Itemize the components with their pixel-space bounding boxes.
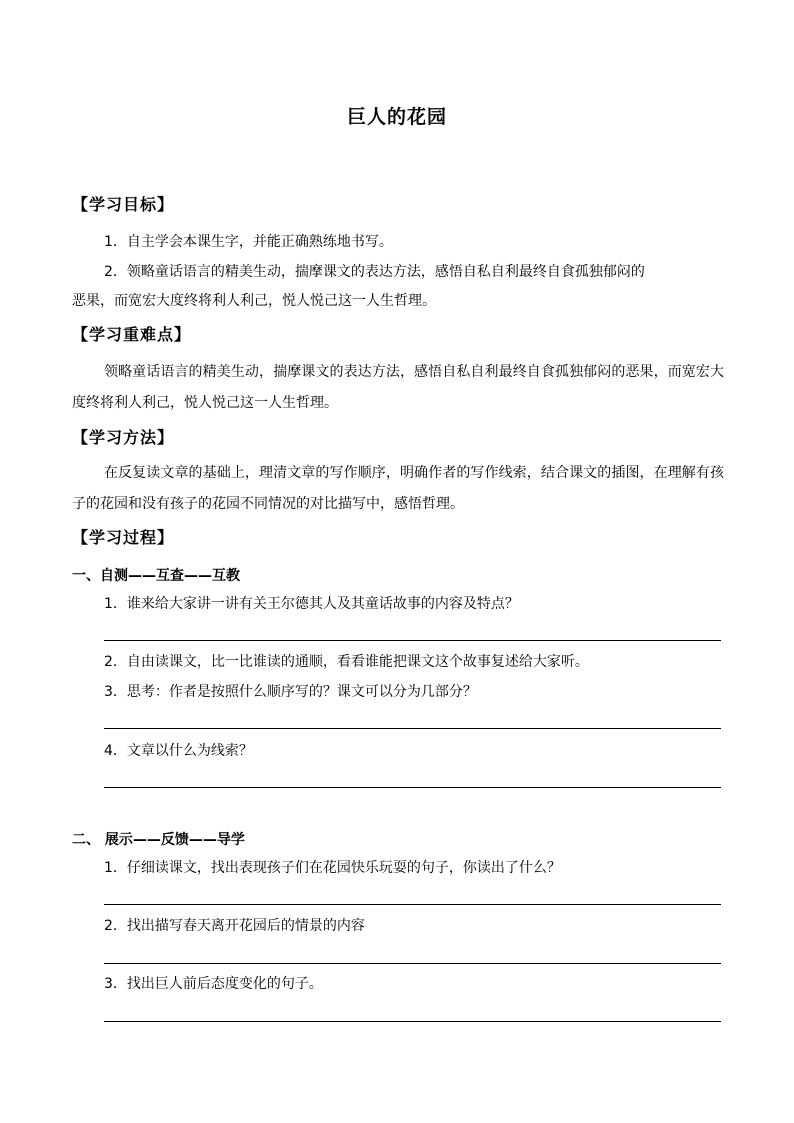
- part2-title: 二、 展示——反馈——导学: [72, 832, 245, 848]
- part2-question-1: 1．仔细读课文，找出表现孩子们在花园快乐玩耍的句子，你读出了什么？: [104, 860, 561, 876]
- goal-item-1: 1．自主学会本课生字，并能正确熟练地书写。: [104, 234, 393, 250]
- process-heading: 【学习过程】: [72, 528, 175, 547]
- method-heading: 【学习方法】: [72, 428, 175, 447]
- part1-title: 一、自测——互查——互教: [72, 568, 240, 584]
- answer-line[interactable]: [104, 1021, 721, 1022]
- goal-item-2-line-2: 恶果，而宽宏大度终将利人利己，悦人悦己这一人生哲理。: [72, 293, 436, 309]
- part1-question-3: 3．思考：作者是按照什么顺序写的？课文可以分为几部分？: [104, 684, 477, 700]
- method-text: 在反复读文章的基础上，理清文章的写作顺序，明确作者的写作线索，结合课文的插图，在理解有孩子的花园和没有孩子的花园不同情况的对比描写中，感悟哲理。: [72, 465, 724, 512]
- answer-line[interactable]: [104, 728, 721, 729]
- key-points-heading: 【学习重难点】: [72, 325, 192, 344]
- part1-question-2: 2．自由读课文，比一比谁读的通顺，看看谁能把课文这个故事复述给大家听。: [104, 654, 589, 670]
- answer-line[interactable]: [104, 904, 721, 905]
- page-title: 巨人的花园: [346, 106, 447, 128]
- part2-question-3: 3．找出巨人前后态度变化的句子。: [104, 976, 323, 992]
- answer-line[interactable]: [104, 963, 721, 964]
- answer-line[interactable]: [104, 787, 721, 788]
- part2-question-2: 2．找出描写春天离开花园后的情景的内容: [104, 918, 365, 934]
- goals-heading: 【学习目标】: [72, 195, 175, 214]
- part1-question-1: 1．谁来给大家讲一讲有关王尔德其人及其童话故事的内容及特点？: [104, 596, 519, 612]
- goal-item-2-line-1: 2．领略童话语言的精美生动，揣摩课文的表达方法，感悟自私自利最终自食孤独郁闷的: [104, 264, 645, 280]
- part1-question-4: 4．文章以什么为线索？: [104, 743, 253, 759]
- key-points-text: 领略童话语言的精美生动，揣摩课文的表达方法，感悟自私自利最终自食孤独郁闷的恶果，而宽宏大度终将利人利己，悦人悦己这一人生哲理。: [72, 364, 724, 411]
- answer-line[interactable]: [104, 640, 721, 641]
